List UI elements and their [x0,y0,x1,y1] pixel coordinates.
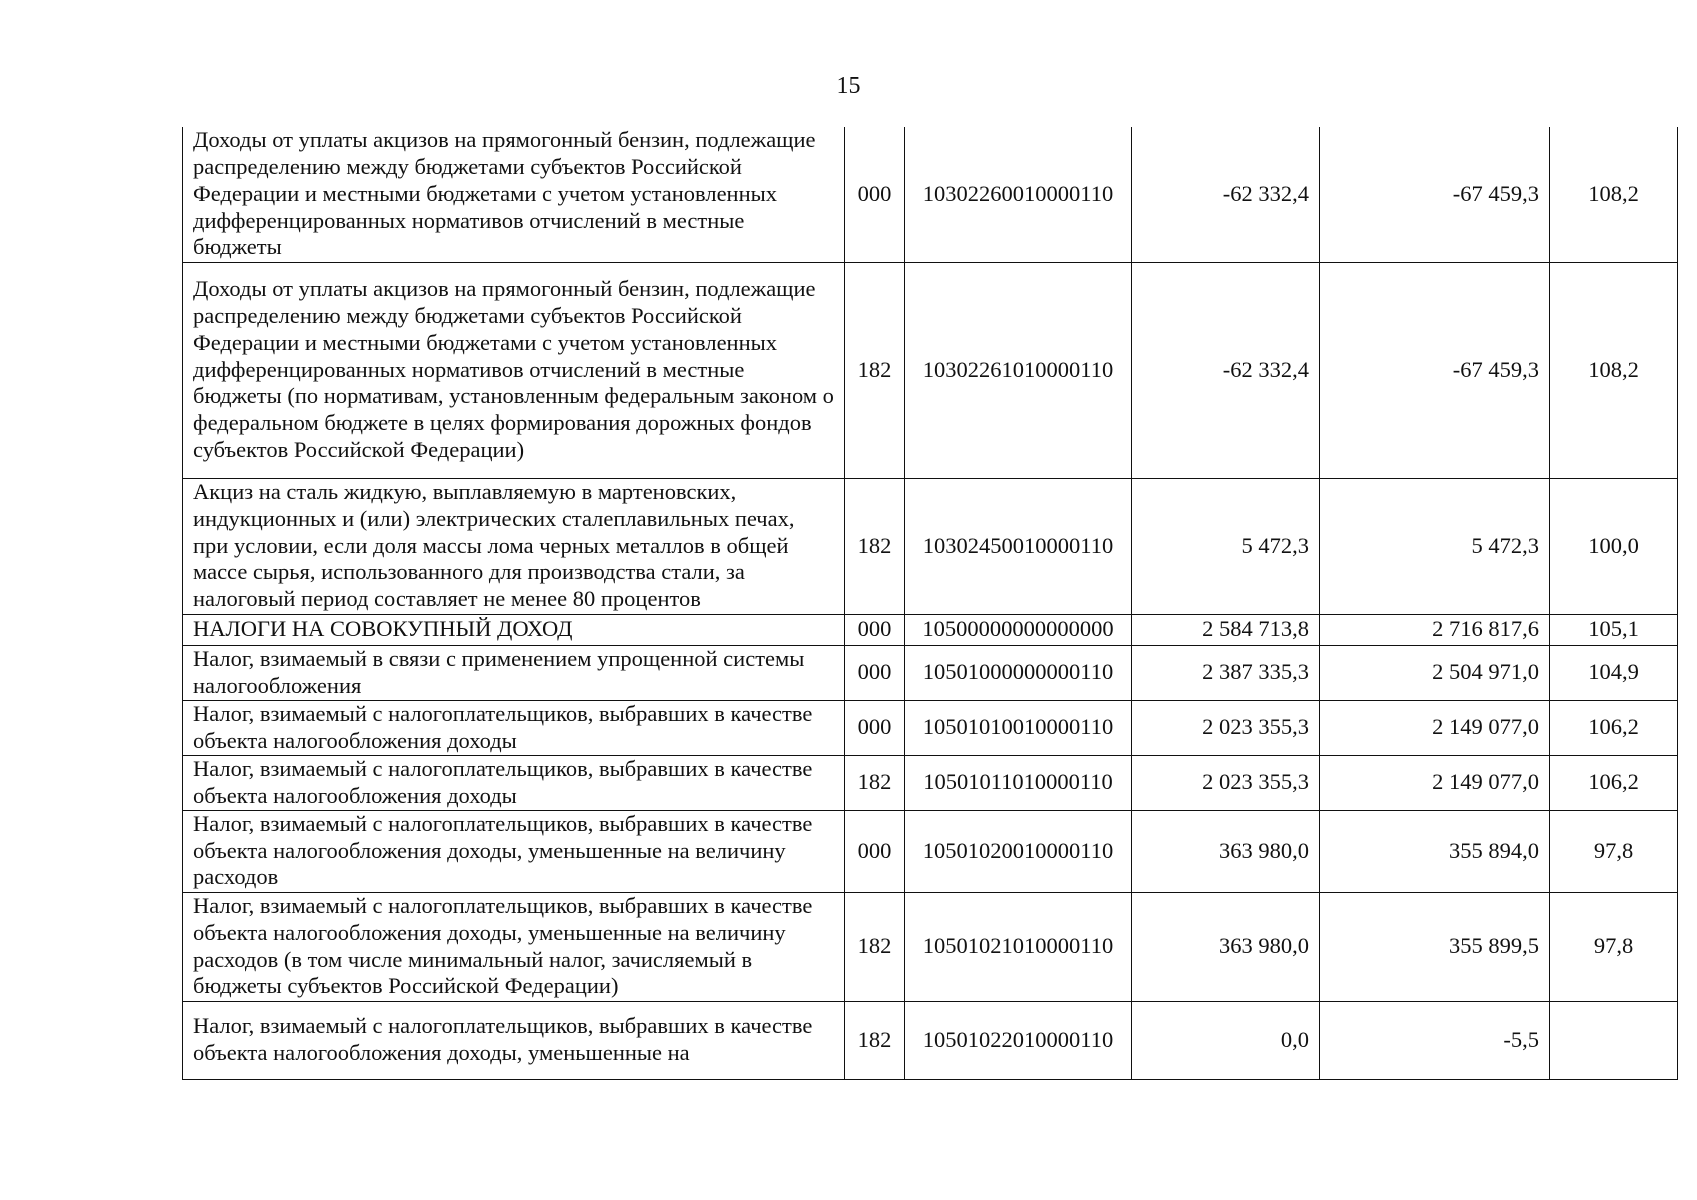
admin-code: 000 [845,700,905,755]
admin-code: 000 [845,645,905,700]
plan-value: 363 980,0 [1132,810,1320,892]
percent-value: 106,2 [1550,755,1678,810]
budget-classification-code: 10501010010000110 [905,700,1132,755]
fact-value: 2 149 077,0 [1320,755,1550,810]
percent-value: 104,9 [1550,645,1678,700]
plan-value: 0,0 [1132,1001,1320,1079]
percent-value: 108,2 [1550,127,1678,262]
percent-value: 108,2 [1550,262,1678,478]
fact-value: 355 899,5 [1320,892,1550,1001]
plan-value: 2 023 355,3 [1132,755,1320,810]
plan-value: -62 332,4 [1132,127,1320,262]
row-description: Доходы от уплаты акцизов на прямогонный бензин, подлежащие распределению между бюджетами субъектов Российской Федерации и местными бюджетами с учетом установленных дифференцированных нормативов отчислений в местные бюджеты (по нормативам, установленным федеральным законом о федеральном бюджете в целях формирования дорожных фондов субъектов Российской Федерации) [183,262,845,478]
table-row [183,755,1678,810]
budget-classification-code: 10302261010000110 [905,262,1132,478]
fact-value: 2 504 971,0 [1320,645,1550,700]
admin-code: 000 [845,810,905,892]
table-row [183,1001,1678,1079]
fact-value: -67 459,3 [1320,127,1550,262]
plan-value: -62 332,4 [1132,262,1320,478]
admin-code: 000 [845,614,905,645]
row-description: Налог, взимаемый с налогоплательщиков, выбравших в качестве объекта налогообложения доходы, уменьшенные на величину расходов [183,810,845,892]
fact-value: -67 459,3 [1320,262,1550,478]
table-row [183,645,1678,700]
admin-code: 182 [845,262,905,478]
percent-value: 97,8 [1550,892,1678,1001]
budget-classification-code: 10501021010000110 [905,892,1132,1001]
table-row [183,614,1678,645]
percent-value [1550,1001,1678,1079]
table-row [183,478,1678,614]
budget-classification-code: 10501000000000110 [905,645,1132,700]
fact-value: 2 149 077,0 [1320,700,1550,755]
fact-value: 5 472,3 [1320,478,1550,614]
percent-value: 105,1 [1550,614,1678,645]
table-row [183,700,1678,755]
budget-classification-code: 10302260010000110 [905,127,1132,262]
table-row [183,262,1678,478]
budget-classification-code: 10501022010000110 [905,1001,1132,1079]
budget-classification-code: 10500000000000000 [905,614,1132,645]
row-description: Налог, взимаемый с налогоплательщиков, выбравших в качестве объекта налогообложения доходы [183,755,845,810]
admin-code: 182 [845,478,905,614]
row-description: Налог, взимаемый с налогоплательщиков, выбравших в качестве объекта налогообложения доходы, уменьшенные на величину расходов (в том числе минимальный налог, зачисляемый в бюджеты субъектов Российской Федерации) [183,892,845,1001]
budget-classification-code: 10501020010000110 [905,810,1132,892]
row-description: НАЛОГИ НА СОВОКУПНЫЙ ДОХОД [183,614,845,645]
page-number: 15 [836,73,861,99]
plan-value: 363 980,0 [1132,892,1320,1001]
revenue-table [182,127,1678,1080]
row-description: Акциз на сталь жидкую, выплавляемую в мартеновских, индукционных и (или) электрических сталеплавильных печах, при условии, если доля массы лома черных металлов в общей массе сырья, использованного для производства стали, за налоговый период составляет не менее 80 процентов [183,478,845,614]
row-description: Налог, взимаемый с налогоплательщиков, выбравших в качестве объекта налогообложения доходы, уменьшенные на [183,1001,845,1079]
fact-value: 355 894,0 [1320,810,1550,892]
admin-code: 182 [845,755,905,810]
row-description: Налог, взимаемый в связи с применением упрощенной системы налогообложения [183,645,845,700]
row-description: Доходы от уплаты акцизов на прямогонный бензин, подлежащие распределению между бюджетами субъектов Российской Федерации и местными бюджетами с учетом установленных дифференцированных нормативов отчислений в местные бюджеты [183,127,845,262]
budget-classification-code: 10501011010000110 [905,755,1132,810]
percent-value: 97,8 [1550,810,1678,892]
percent-value: 100,0 [1550,478,1678,614]
plan-value: 2 584 713,8 [1132,614,1320,645]
table-row [183,127,1678,262]
plan-value: 2 387 335,3 [1132,645,1320,700]
admin-code: 000 [845,127,905,262]
table-row [183,810,1678,892]
admin-code: 182 [845,892,905,1001]
row-description: Налог, взимаемый с налогоплательщиков, выбравших в качестве объекта налогообложения доходы [183,700,845,755]
table-row [183,892,1678,1001]
admin-code: 182 [845,1001,905,1079]
percent-value: 106,2 [1550,700,1678,755]
plan-value: 2 023 355,3 [1132,700,1320,755]
budget-classification-code: 10302450010000110 [905,478,1132,614]
plan-value: 5 472,3 [1132,478,1320,614]
fact-value: -5,5 [1320,1001,1550,1079]
fact-value: 2 716 817,6 [1320,614,1550,645]
